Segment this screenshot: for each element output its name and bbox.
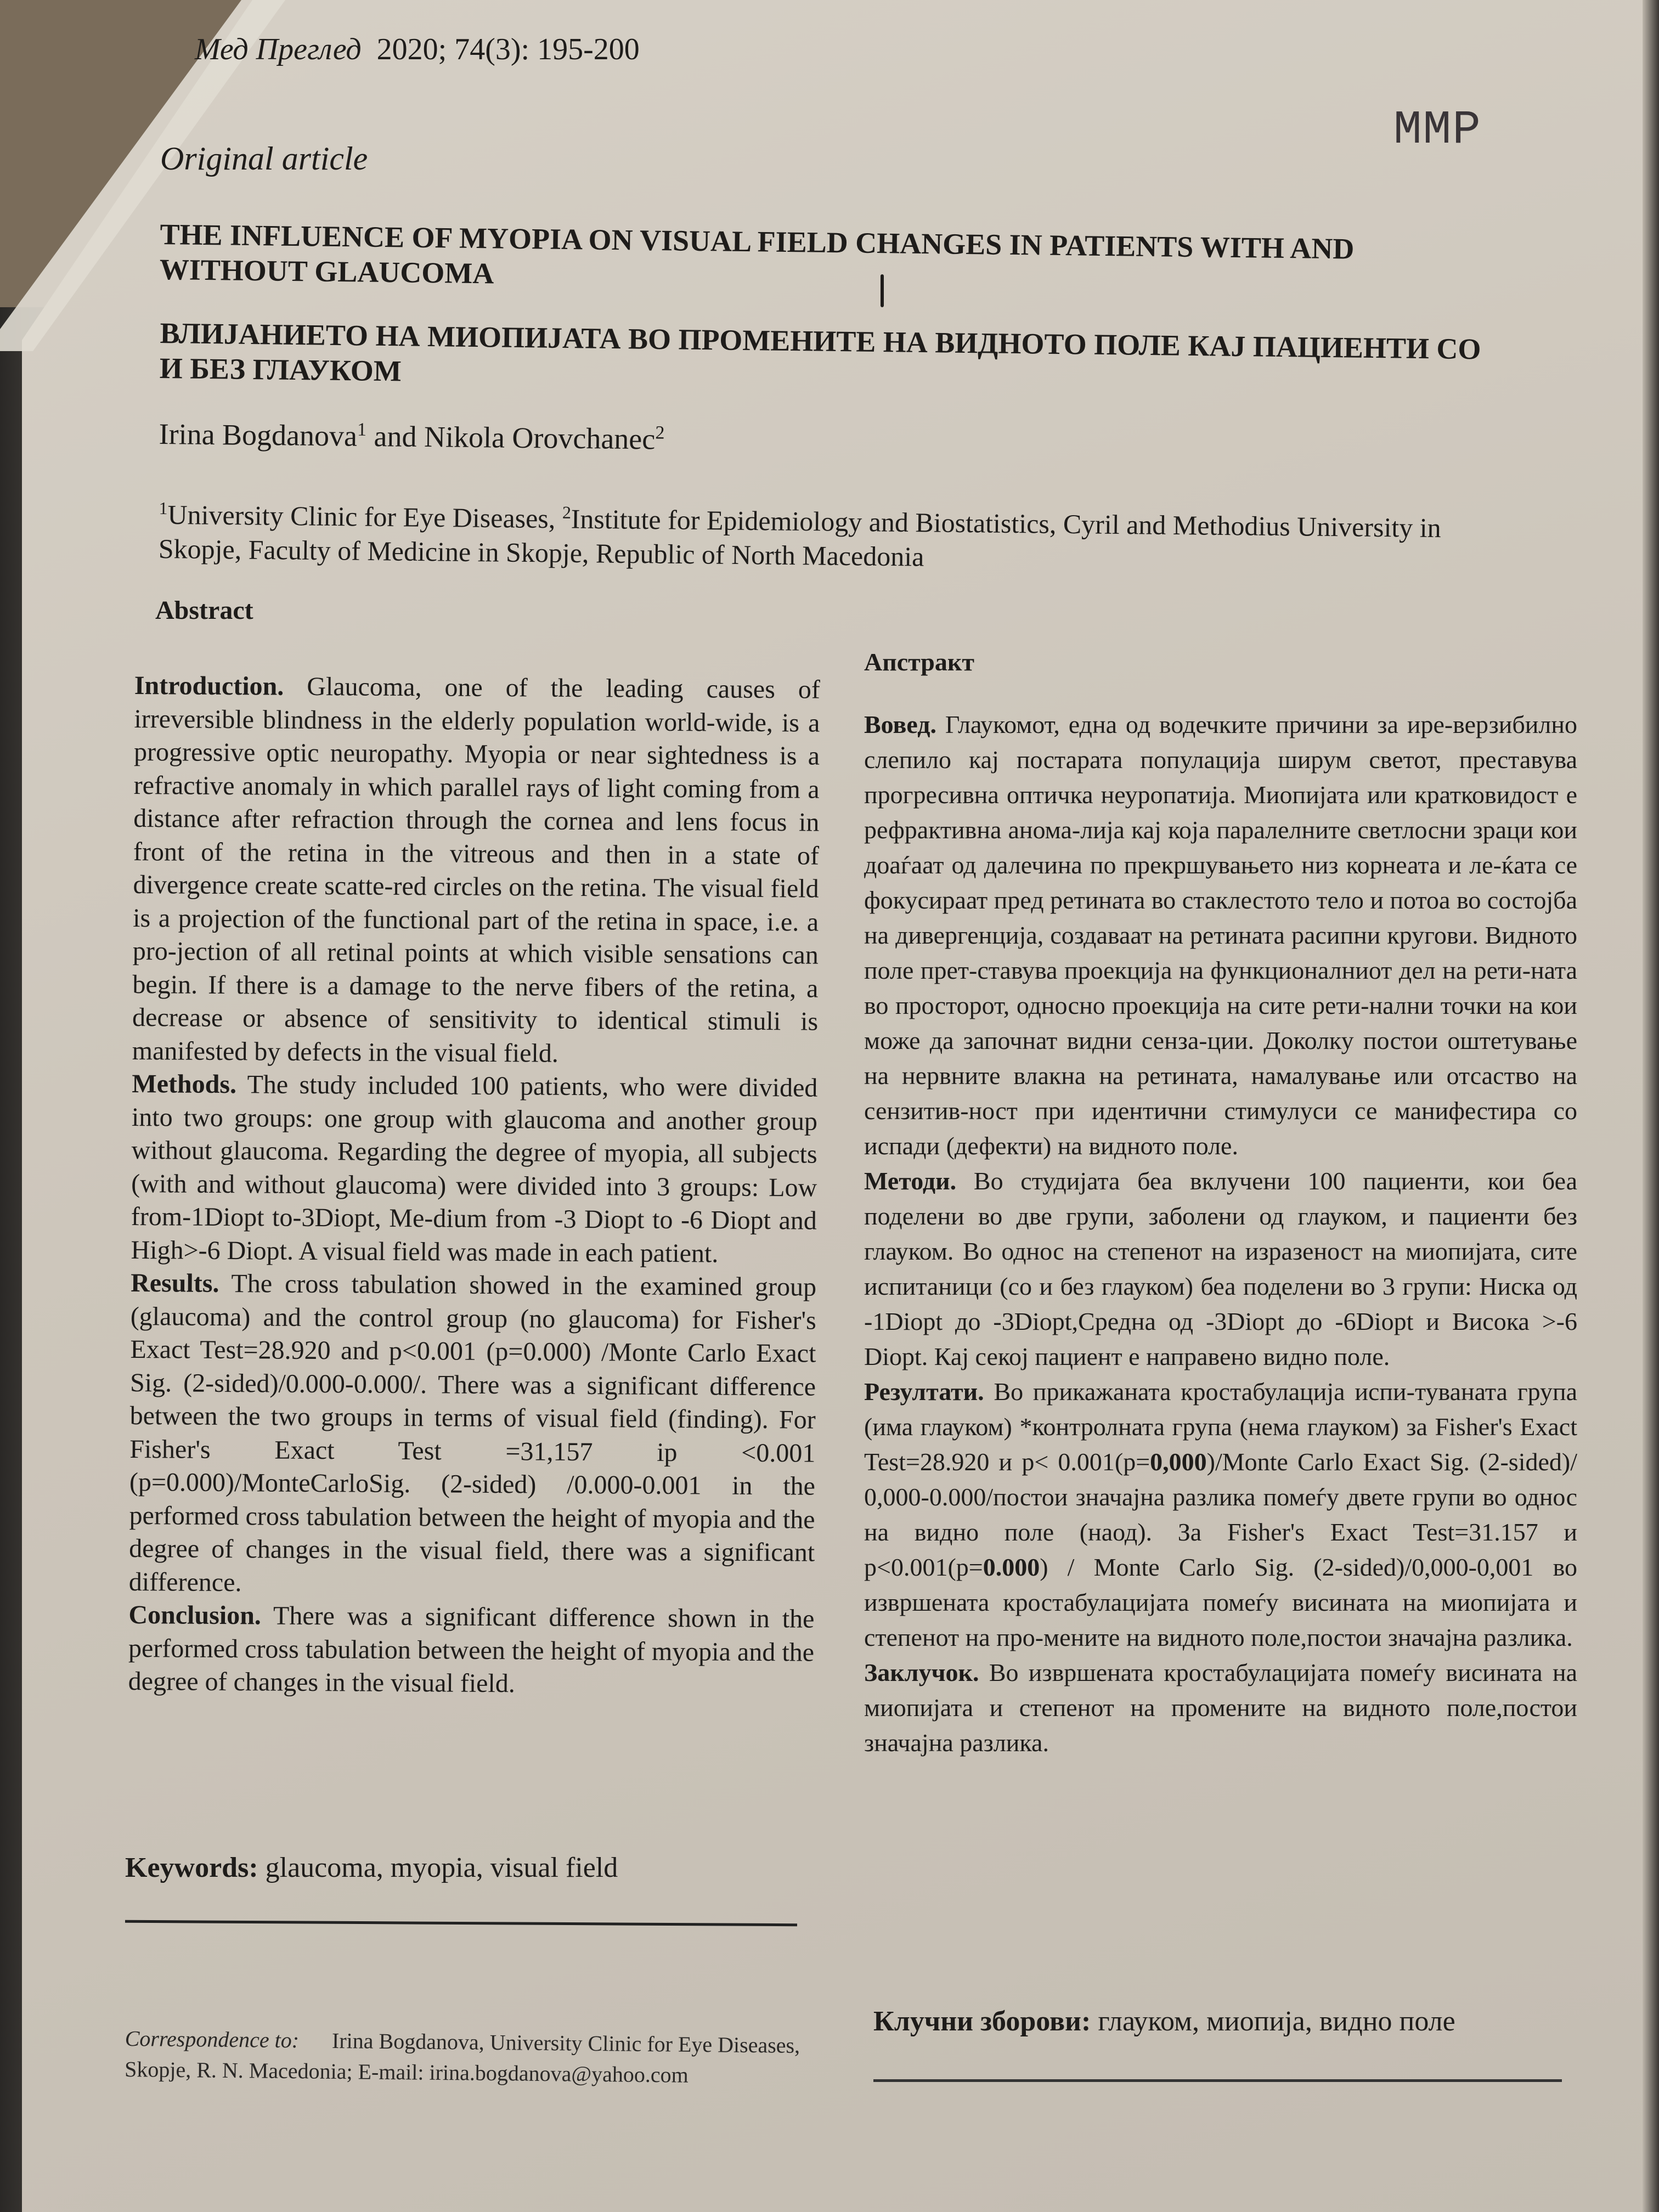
- section-text: ) / Monte Carlo Sig. (2-sided)/0,000-0,001 во извршената кростабулацијата помеѓу висината на миопијата и степенот на про-мените на видното поле,постои значајна разлика.: [864, 1553, 1577, 1651]
- affiliation-2: Institute for Epidemiology and Biostatistics, Cyril and Methodius University in Skopje, Faculty of Medicine in Skopje, Republic of North Macedonia: [158, 503, 1441, 572]
- keywords-label: Клучни зборови:: [873, 2006, 1091, 2037]
- abstract-results: [129, 1267, 817, 1603]
- keywords-macedonian: [873, 2005, 1455, 2038]
- abstract-methods: [131, 1068, 817, 1271]
- section-text: The study included 100 patients, who were divided into two groups: one group with glaucoma and another group without glaucoma. Regarding the degree of myopia, all subjects (with and without glaucoma) were divided into 3 groups: Low from-1Diopt to-3Diopt, Me-dium from -3 Diopt to -6 Diopt and High>-6 Diopt. A visual field was made in each patient.: [131, 1070, 818, 1268]
- affiliation-mark: 2: [562, 502, 572, 522]
- abstract-macedonian-column: [864, 645, 1577, 1760]
- bold-value: 0,000: [1150, 1448, 1207, 1476]
- bold-value: 0.000: [983, 1553, 1040, 1581]
- correspondence-note: [125, 2023, 816, 2092]
- section-label: Results.: [131, 1268, 219, 1298]
- section-text: Во студијата беа вклучени 100 пациенти, кои беа поделени во две групи, заболени од глауком, и пациенти без глауком. Во однос на степенот на изразеност на миопијата, сите испитаници (со и без глауком) беа поделени во 3 групи: Ниска од -1Diopt до -3Diopt,Средна од -3Diopt до -6Diopt и Висока >-6 Diopt. Кај секој пациент е направено видно поле.: [864, 1167, 1577, 1370]
- abstract-results: [864, 1374, 1577, 1655]
- keywords-label: Keywords:: [125, 1852, 258, 1883]
- author-connector: and: [366, 419, 425, 454]
- abstract-heading-macedonian: Апстракт: [864, 648, 974, 676]
- author-affiliation-mark: 2: [655, 422, 665, 443]
- section-text: Glaucoma, one of the leading causes of irreversible blindness in the elderly population world-wide, is a progressive optic neuropathy. Myopia or near sightedness is a refractive anomaly in which parallel rays of light coming from a distance after refraction through the cornea and lens focus in front of the retina in the vitreous and then in a state of divergence create scatte-red circles on the retina. The visual field is a projection of the functional part of the retina in space, i.e. a pro-jection of all retinal points at which visible sensations can begin. If there is a damage to the nerve fibers of the retina, a decrease or absence of sensitivity to identical stimuli is manifested by defects in the visual field.: [132, 672, 820, 1068]
- keywords-text: глауком, миопија, видно поле: [1091, 2006, 1455, 2037]
- section-label: Заклучок.: [864, 1658, 979, 1686]
- page-right-edge-shadow: [1643, 0, 1659, 2212]
- abstract-english-column: [128, 669, 820, 1702]
- section-text: )/Monte Carlo Exact Sig. (2-sided)/ 0,000-0.000/постои значајна разлика помеѓу двете групи во однос на видно поле (наод). За Fisher's Exact Test=31.157 и p<0.001(p=: [864, 1448, 1577, 1581]
- abstract-methods: [864, 1164, 1577, 1374]
- journal-citation: [195, 32, 640, 67]
- section-text: Глаукомот, една од водечките причини за ире-верзибилно слепило кај постарата популација ширум светот, преставува прогресивна оптичка неуропатија. Миопијата или кратковидост е рефрактивна анома-лија кај која паралелните светлосни зраци кои доаѓаат од далечина по прекршувањето низ корнеата и ле-ќата се фокусираат пред ретината во стаклестото тело и потоа во состојба на дивергенција, создаваат на ретината расипни кругови. Видното поле прет-ставува проекција на функционалниот дел на рети-ната во просторот, односно проекција на сите рети-нални точки на кои може да започнат видни сенза-ции. Доколку постои оштетување на нервните влакна на ретината, намалување или отсаство на сензитив-ност при идентични стимулуси се манифестира со испади (дефекти) на видното поле.: [864, 710, 1577, 1160]
- correspondence-text: Irina Bogdanova, University Clinic for Eye Diseases, Skopje, R. N. Macedonia; E-mail: irina.bogdanova@yahoo.com: [124, 2028, 800, 2087]
- title-english: THE INFLUENCE OF MYOPIA ON VISUAL FIELD CHANGES IN PATIENTS WITH AND WITHOUT GLAUCOMA: [159, 217, 1355, 290]
- section-text: There was a significant difference shown in the performed cross tabulation between the height of myopia and the degree of changes in the visual field.: [128, 1601, 815, 1699]
- section-label: Methods.: [132, 1069, 237, 1099]
- abstract-introduction: [132, 669, 820, 1072]
- keywords-english: [125, 1852, 618, 1884]
- author-name: Irina Bogdanova: [159, 417, 358, 453]
- divider-line: [873, 2079, 1562, 2082]
- affiliation-1: University Clinic for Eye Diseases,: [167, 499, 563, 534]
- journal-name: Мед Преглед: [195, 32, 362, 66]
- author-name: Nikola Orovchanec: [424, 420, 656, 456]
- correspondence-label: Correspondence to:: [125, 2025, 300, 2053]
- section-label: Методи.: [864, 1167, 957, 1195]
- journal-volume: 2020; 74(3): 195-200: [376, 32, 640, 66]
- affiliations: [159, 491, 1509, 579]
- author-affiliation-mark: 1: [357, 419, 367, 440]
- abstract-conclusion: [128, 1599, 815, 1702]
- article-type: Original article: [160, 140, 368, 177]
- section-label: Conclusion.: [128, 1600, 262, 1630]
- journal-logo: MMP: [1393, 103, 1482, 157]
- abstract-introduction: [864, 707, 1577, 1164]
- section-text: The cross tabulation showed in the examined group (glaucoma) and the control group (no glaucoma) for Fisher's Exact Test=28.920 and p<0.001 (p=0.000) /Monte Carlo Exact Sig. (2-sided)/0.000-0.000/. There was a significant difference between the two groups in terms of visual field (finding). For Fisher's Exact Test =31,157 ip <0.001 (p=0.000)/MonteCarloSig. (2-sided) /0.000-0.001 in the performed cross tabulation between the height of myopia and the degree of changes in the visual field, there was a significant difference.: [128, 1268, 817, 1597]
- section-label: Резултати.: [864, 1378, 984, 1406]
- author-list: [159, 417, 664, 456]
- abstract-conclusion: [864, 1655, 1577, 1760]
- section-text: Во извршената кростабулацијата помеѓу висината на миопијата и степенот на промените на видното поле,постои значајна разлика.: [864, 1658, 1577, 1757]
- affiliation-mark: 1: [159, 498, 168, 518]
- section-label: Introduction.: [134, 671, 284, 701]
- section-label: Вовед.: [864, 710, 936, 738]
- title-macedonian: ВЛИЈАНИЕТО НА МИОПИЈАТА ВО ПРОМЕНИТЕ НА ВИДНОТО ПОЛЕ КАЈ ПАЦИЕНТИ СО И БЕЗ ГЛАУКОМ: [159, 316, 1481, 388]
- section-text: Во прикажаната кростабулација испи-туваната група (има глауком) *контролната група (нема глауком) за Fisher's Exact Test=28.920 и p< 0.001(p=: [864, 1378, 1577, 1476]
- keywords-text: glaucoma, myopia, visual field: [258, 1852, 618, 1883]
- abstract-heading-english: Abstract: [155, 596, 253, 625]
